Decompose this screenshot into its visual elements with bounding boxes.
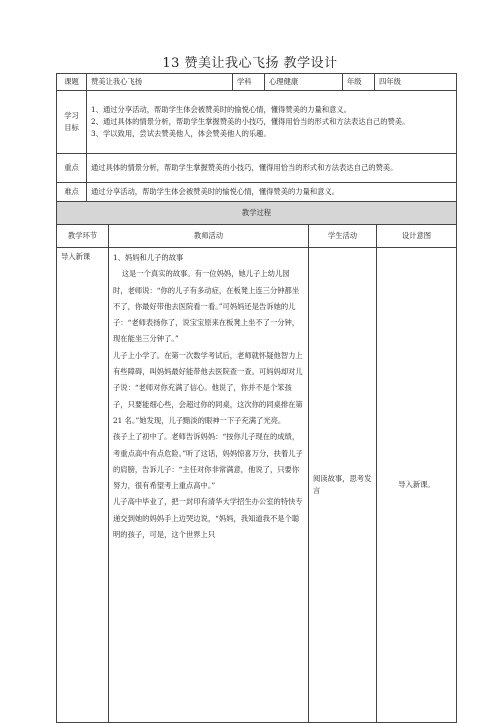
teaching-process-table xyxy=(56,201,457,723)
difficulty-row xyxy=(57,183,457,202)
document-title: 13 赞美让我心飞扬 教学设计 xyxy=(162,56,338,71)
info-row xyxy=(57,74,457,91)
design-intent: 导入新课。 xyxy=(377,248,457,723)
subject-label: 学科 xyxy=(233,74,265,91)
teacher-paragraph: 1、妈妈和儿子的故事 xyxy=(113,253,184,262)
difficulty-label: 难点 xyxy=(57,183,87,202)
header-step: 教学环节 xyxy=(57,225,109,248)
step-cell: 导入新课 xyxy=(57,248,109,723)
teacher-paragraph: 儿子上小学了。在第一次数学考试后，老师就怀疑他智力上有些障碍，叫妈妈最好能带他去医院查一查。可妈妈却对儿子说：“老师对你充满了信心。他说了，你并不是个笨孩子，只要能细心些，会超过你的同桌，这次你的同桌排在第 21 名。”她发现，儿子黯淡的眼神一下子充满了光亮。 xyxy=(113,350,303,425)
header-intent: 设计意图 xyxy=(377,225,457,248)
key-point-row xyxy=(57,154,457,183)
process-header-row xyxy=(57,225,457,248)
goal-item: 1、通过分享活动，帮助学生体会被赞美时的愉悦心情，懂得赞美的力量和意义。 xyxy=(91,105,352,114)
topic-label: 课题 xyxy=(57,74,87,91)
grade-value: 四年级 xyxy=(375,74,457,91)
grade-label: 年级 xyxy=(343,74,375,91)
goals-row xyxy=(57,91,457,154)
goals-content xyxy=(87,91,457,154)
teacher-paragraph: 孩子上了初中了。老师告诉妈妈：“按你儿子现在的成绩，考重点高中有点危险。”听了这话，妈妈惊喜万分，扶着儿子的肩膀，告诉儿子：“主任对你非常满意，他说了，只要你努力，很有希望考上重点高中。” xyxy=(113,432,303,491)
header-teacher: 教师活动 xyxy=(109,225,309,248)
goal-item: 2、通过具体的情景分析，帮助学生掌握赞美的小技巧，懂得用恰当的形式和方法表达自己的赞美。 xyxy=(91,117,410,126)
difficulty-text: 通过分享活动，帮助学生体会被赞美时的愉悦心情，懂得赞美的力量和意义。 xyxy=(87,183,457,202)
goal-item: 3、学以致用，尝试去赞美他人，体会赞美他人的乐趣。 xyxy=(91,129,271,138)
topic-value: 赞美让我心飞扬 xyxy=(87,74,233,91)
teacher-paragraph: 儿子高中毕业了，把一封印有清华大学招生办公室的特快专递交到她的妈妈手上边哭边说，“妈妈，我知道我不是个聪明的孩子，可是，这个世界上只 xyxy=(113,497,303,540)
process-title-row xyxy=(57,202,457,225)
key-point-text: 通过具体的情景分析，帮助学生掌握赞美的小技巧，懂得用恰当的形式和方法表达自己的赞美。 xyxy=(87,154,457,183)
process-title: 教学过程 xyxy=(57,202,457,225)
subject-value: 心理健康 xyxy=(265,74,343,91)
student-activity: 阅读故事，思考发言 xyxy=(309,248,377,723)
teacher-activity xyxy=(109,248,309,723)
goals-label: 学习目标 xyxy=(57,91,87,154)
teacher-paragraph: 这是一个真实的故事。有一位妈妈，她儿子上幼儿园时，老师说：“你的儿子有多动症，在板凳上连三分钟都坐不了，你最好带他去医院看一看。”可妈妈还是告诉她的儿子：“老师表扬你了，说宝宝原来在板凳上坐不了一分钟，现在能坐三分钟了。” xyxy=(113,269,300,344)
lesson-info-table xyxy=(56,73,457,202)
key-point-label: 重点 xyxy=(57,154,87,183)
process-row xyxy=(57,248,457,723)
header-student: 学生活动 xyxy=(309,225,377,248)
